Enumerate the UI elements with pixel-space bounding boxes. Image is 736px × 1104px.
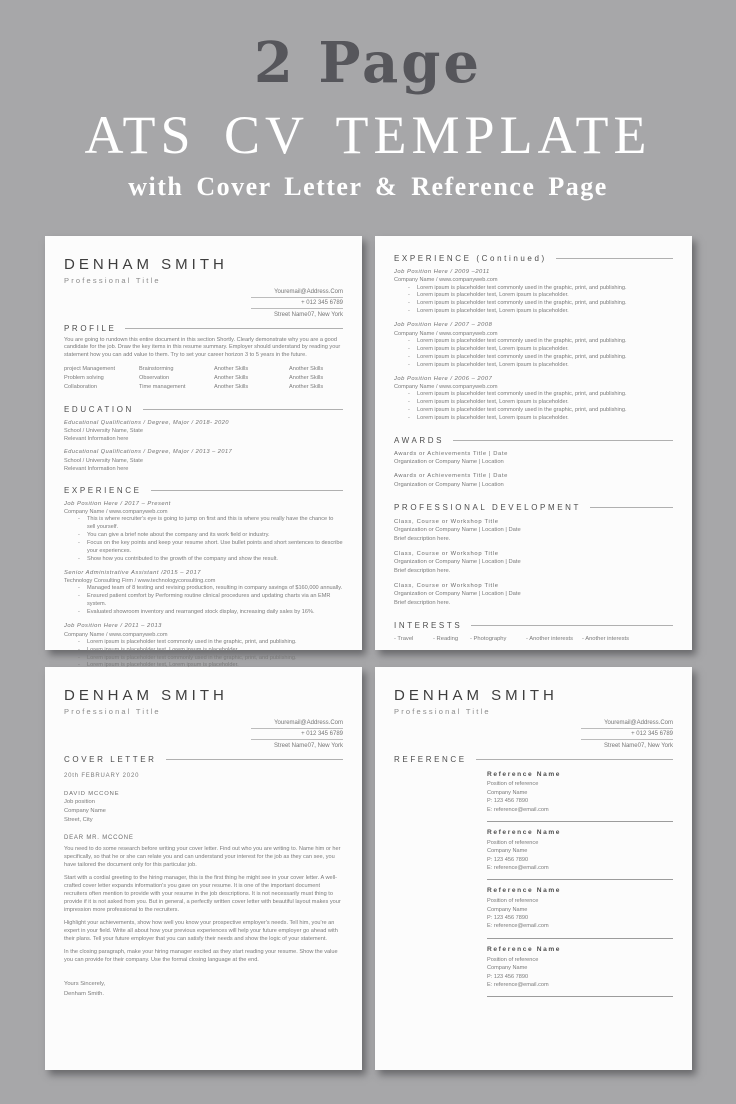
interest-item: - Reading [433,635,459,642]
job-bullet: - Lorem ipsum is placeholder text commonly used in the graphic, print, and publishing. [78,655,343,663]
job-company: Company Name / www.companyweb.com [394,277,498,284]
contact-block [251,717,343,751]
contact-block [251,286,343,320]
letter-paragraph: Start with a cordial greeting to the hiring manager, this is the first thing he might see in your cover letter. A well-crafted cover letter expands information's you gave on your resume. It is one of the important document recruiters often mention to provide with your resume in the job descriptions. It is not necessarily must thing to provide if it is not asked from you. But in general, a perfectly written cover letter with beautiful layout makes your impression more professional to the recruiters. [64,875,341,913]
section-awards [394,436,673,445]
letter-salutation: DEAR MR. MCCONE [64,835,134,842]
letter-closing-block [64,980,343,999]
reference-phone: P: 123 456 7890 [487,915,529,922]
closing-signature: Denham Smith. [64,990,104,997]
banner-subtitle: with Cover Letter & Reference Page [128,172,608,201]
education-school: School / University Name, State [64,457,143,464]
recipient-job-position: Job position [64,799,95,806]
education-entry [64,419,343,443]
resume-page-1 [45,236,362,669]
development-entry [394,582,673,608]
interest-item: - Another interests [526,635,574,642]
reference-entry [487,822,673,880]
closing-phrase: Yours Sincerely, [64,981,106,988]
profile-summary: You are going to rundown this entire document in this section Shortly. Clearly demonstrate why you are a good candidate for the job. Draw the key items in this resume summary. Employer should understand by reading your statement how you can add value to them. Try to set your career horizon 3 to 5 years in the future. [64,336,341,359]
reference-name: Reference Name [487,770,562,778]
reference-email: E: reference@email.com [487,865,549,872]
experience-entry [394,375,673,423]
development-entry [394,518,673,544]
reference-company: Company Name [487,848,528,855]
award-entry [394,450,673,467]
experience-entry [394,321,673,369]
reference-email: E: reference@email.com [487,981,549,988]
section-divider-line [556,258,673,259]
contact-phone: + 012 345 6789 [581,728,673,740]
development-organization: Organization or Company Name | Location | Date [394,591,521,598]
section-divider-line [143,409,343,410]
candidate-name: DENHAM SMITH [64,256,228,273]
section-divider-line [453,440,673,441]
job-position: Job Position Here / 2011 – 2013 [64,623,162,630]
job-bullet: - Lorem ipsum is placeholder text commonly used in the graphic, print, and publishing. [408,407,673,415]
contact-email: Youremail@Address.Com [274,288,343,295]
experience-entry [394,268,673,316]
section-experience-heading: EXPERIENCE [64,485,142,495]
job-bullet: - Lorem ipsum is placeholder text, Lorem ipsum is placeholder. [408,399,673,407]
development-title: Class, Course or Workshop Title [394,518,499,525]
cover-letter-page [45,667,362,1070]
job-bullet: - Lorem ipsum is placeholder text commonly used in the graphic, print, and publishing. [408,354,673,362]
section-education-heading: EDUCATION [64,405,134,415]
section-divider-line [471,625,673,626]
resume-page-2 [375,236,692,650]
development-description: Brief description here. [394,567,451,574]
section-experience-continued-heading: EXPERIENCE (Continued) [394,254,547,263]
skill-item: Problem solving [64,375,104,382]
recipient-street: Street, City [64,816,93,823]
job-bullet: - Lorem ipsum is placeholder text, Lorem ipsum is placeholder. [408,415,673,423]
job-bullet: - Lorem ipsum is placeholder text, Lorem ipsum is placeholder. [408,308,673,316]
skill-item: project Management [64,366,115,373]
candidate-name: DENHAM SMITH [394,687,558,704]
job-bullet-list [78,639,343,671]
section-cover-letter-heading: COVER LETTER [64,754,157,764]
job-bullet: - This is where recruiter's eye is going to jump on first and this is where you really have the chance to sell yourself. [78,516,343,532]
job-company: Company Name / www.companyweb.com [64,509,168,516]
reference-position: Position of reference [487,781,539,788]
section-profile [64,324,343,333]
section-education [64,405,343,414]
skill-item: Brainstorming [139,366,174,373]
contact-email: Youremail@Address.Com [274,719,343,726]
job-bullet-list [408,285,673,317]
job-position: Job Position Here / 2006 – 2007 [394,375,493,382]
job-bullet: - Lorem ipsum is placeholder text, Lorem ipsum is placeholder. [408,292,673,300]
job-bullet: - Lorem ipsum is placeholder text commonly used in the graphic, print, and publishing. [408,391,673,399]
section-divider-line [125,328,343,329]
skill-item: Another Skills [289,366,324,373]
reference-list [487,764,673,998]
development-description: Brief description here. [394,535,451,542]
job-position: Job Position Here / 2009 –2011 [394,269,490,275]
development-entry [394,550,673,576]
section-experience [64,486,343,495]
award-title: Awards or Achievements Title | Date [394,473,508,480]
education-info: Relevant Information here [64,436,129,443]
section-development-heading: PROFESSIONAL DEVELOPMENT [394,502,582,512]
section-experience-continued [394,254,673,263]
education-school: School / University Name, State [64,428,143,435]
interest-item: - Photography [470,635,507,642]
section-divider-line [590,507,673,508]
skills-grid [64,366,343,392]
reference-company: Company Name [487,965,528,972]
interests-row [394,636,673,642]
reference-page [375,667,692,1070]
reference-entry [487,939,673,997]
reference-company: Company Name [487,906,528,913]
award-organization: Organization or Company Name | Location [394,459,504,466]
education-entry [64,448,343,472]
letter-paragraph: Highlight your achievements, show how well you know your prospective employer's needs. Tell him, you're an expert in your field. Write all about how your previous experiences will help your future employer go ahead with their plans. Tell your future employer that you can satisfy their needs and show the logic of your statement. [64,919,338,942]
job-bullet-list [408,338,673,370]
experience-entry [64,622,343,670]
letter-paragraph: In the closing paragraph, make your hiring manager excited as they start reading your resume. Show the value you can provide for their company. Use the formal closing language at the end. [64,948,338,963]
job-bullet: - Lorem ipsum is placeholder text, Lorem ipsum is placeholder. [78,647,343,655]
contact-phone: + 012 345 6789 [251,728,343,740]
job-bullet: - Ensured patient comfort by Performing routine clinical procedures and updating charts via an EMR system. [78,593,343,609]
education-title: Educational Qualifications / Degree, Major / 2013 – 2017 [64,449,233,456]
award-organization: Organization or Company Name | Location [394,481,504,488]
award-entry [394,472,673,489]
award-title: Awards or Achievements Title | Date [394,450,508,457]
education-info: Relevant Information here [64,465,129,472]
reference-email: E: reference@email.com [487,806,549,813]
job-bullet: - Focus on the key points and keep your resume short. Use bullet points and short sentences to describe your experiences. [78,540,343,556]
section-divider-line [166,759,343,760]
section-reference [394,755,673,764]
candidate-name: DENHAM SMITH [64,687,228,704]
contact-address: Street Name07, New York [581,739,673,751]
skill-item: Collaboration [64,384,97,391]
page-thumbnails-grid [45,236,692,1070]
skill-item: Another Skills [289,384,324,391]
reference-phone: P: 123 456 7890 [487,856,529,863]
job-bullet: - Lorem ipsum is placeholder text commonly used in the graphic, print, and publishing. [408,338,673,346]
skill-item: Another Skills [214,366,249,373]
contact-block [581,717,673,751]
development-description: Brief description here. [394,600,451,606]
job-bullet-list [78,585,343,617]
reference-company: Company Name [487,789,528,796]
job-bullet: - Lorem ipsum is placeholder text, Lorem ipsum is placeholder. [78,662,343,670]
job-bullet-list [78,516,343,564]
reference-position: Position of reference [487,956,539,963]
contact-address: Street Name07, New York [251,739,343,751]
job-position: Job Position Here / 2007 – 2008 [394,322,493,329]
reference-phone: P: 123 456 7890 [487,798,529,805]
candidate-title: Professional Title [394,707,491,716]
job-company: Company Name / www.companyweb.com [394,383,498,390]
job-bullet: - Show how you contributed to the growth of the company and show the result. [78,556,343,564]
letter-date: 20th FEBRUARY 2020 [64,772,140,779]
reference-position: Position of reference [487,898,539,905]
education-title: Educational Qualifications / Degree, Major / 2018- 2020 [64,420,229,427]
section-awards-heading: AWARDS [394,435,445,445]
development-title: Class, Course or Workshop Title [394,550,499,557]
section-development [394,503,673,512]
skill-item: Another Skills [214,375,249,382]
job-bullet: - Lorem ipsum is placeholder text commonly used in the graphic, print, and publishing. [408,285,673,293]
recipient-company: Company Name [64,807,106,814]
contact-address: Street Name07, New York [251,308,343,320]
section-divider-line [476,759,673,760]
section-reference-heading: REFERENCE [394,754,467,764]
job-company: Company Name / www.companyweb.com [394,330,498,337]
contact-email: Youremail@Address.Com [604,719,673,726]
letter-recipient-block [64,790,343,825]
skill-item: Another Skills [214,384,249,391]
job-bullet: - Lorem ipsum is placeholder text commonly used in the graphic, print, and publishing. [408,300,673,308]
experience-entry [64,500,343,564]
reference-email: E: reference@email.com [487,923,549,930]
experience-entry [64,569,343,617]
reference-name: Reference Name [487,887,562,895]
recipient-name: DAVID MCCONE [64,790,120,797]
promo-banner [0,0,736,202]
banner-title-line1: 2 Page [253,30,483,96]
candidate-title: Professional Title [64,276,161,285]
section-divider-line [151,490,343,491]
skill-item: Observation [139,375,170,382]
section-cover-letter [64,755,343,764]
reference-position: Position of reference [487,839,539,846]
letter-paragraph: You need to do some research before writing your cover letter. Find out who you are writing to. Name him or her specifically, so that he or she can relate you and can understand your interest for the job as they can see, you have tailored the document only for this particular job. [64,846,341,869]
interest-item: - Travel [394,635,414,642]
interest-item: - Another interests [582,635,630,642]
reference-entry [487,764,673,822]
job-bullet: - Evaluated showroom inventory and rearranged stock display, increasing daily sales by 16%. [78,609,343,617]
reference-phone: P: 123 456 7890 [487,973,529,980]
job-bullet: - Lorem ipsum is placeholder text commonly used in the graphic, print, and publishing. [78,639,343,647]
job-position: Senior Administrative Assistant /2015 – 2017 [64,569,201,576]
reference-name: Reference Name [487,945,562,953]
section-interests-heading: INTERESTS [394,620,463,630]
skill-item: Time management [139,384,186,391]
development-organization: Organization or Company Name | Location | Date [394,527,521,534]
section-profile-heading: PROFILE [64,323,117,333]
development-organization: Organization or Company Name | Location | Date [394,559,521,566]
job-bullet: - Lorem ipsum is placeholder text, Lorem ipsum is placeholder. [408,346,673,354]
reference-entry [487,880,673,938]
job-bullet-list [408,391,673,423]
contact-phone: + 012 345 6789 [251,297,343,309]
candidate-title: Professional Title [64,707,161,716]
job-bullet: - You can give a brief note about the company and its work field or industry. [78,532,343,540]
job-company: Technology Consulting Firm / www.technologyconsulting.com [64,578,216,585]
job-bullet: - Managed team of 8 testing and revising production, resulting in company savings of $160,000 annually. [78,585,343,593]
job-bullet: - Lorem ipsum is placeholder text, Lorem ipsum is placeholder. [408,362,673,370]
skill-item: Another Skills [289,375,324,382]
job-company: Company Name / www.companyweb.com [64,631,168,638]
section-interests [394,621,673,630]
banner-title-line2: ATS CV TEMPLATE [84,105,652,165]
development-title: Class, Course or Workshop Title [394,582,499,589]
reference-name: Reference Name [487,828,562,836]
job-position: Job Position Here / 2017 – Present [64,500,171,507]
